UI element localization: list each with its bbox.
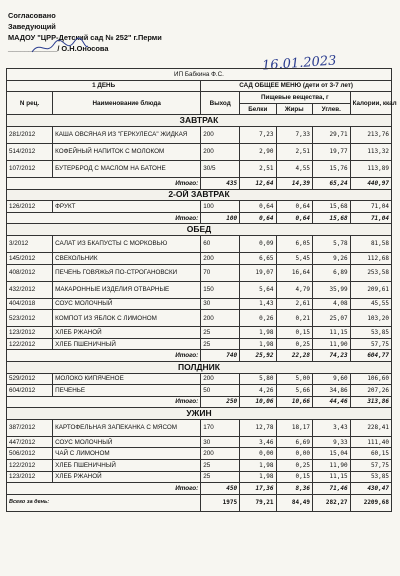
subtotal-yield: 250: [201, 396, 240, 408]
fat-value: 0,15: [276, 327, 312, 339]
grand-total-yield: 1975: [201, 494, 240, 511]
protein-value: 2,51: [240, 160, 276, 177]
carbs-value: 11,15: [312, 327, 350, 339]
table-row: [7, 448, 392, 460]
kcal-value: 228,41: [350, 419, 391, 436]
subtotal-label: Итого:: [7, 483, 201, 495]
section-header-row: [7, 115, 392, 127]
section-header-row: [7, 224, 392, 236]
recipe-number: 145/2012: [7, 252, 53, 264]
subtotal-label: Итого:: [7, 396, 201, 408]
approval-line: ____________/ О.Н.Оносова: [8, 44, 109, 53]
table-row: [7, 201, 392, 213]
carbs-value: 3,43: [312, 419, 350, 436]
kcal-value: 207,26: [350, 385, 391, 397]
header-recipe: N рец.: [7, 92, 53, 115]
kcal-value: 45,55: [350, 298, 391, 310]
subtotal-protein: 17,36: [240, 483, 276, 495]
menu-title: САД ОБЩЕЕ МЕНЮ (дети от 3-7 лет): [201, 80, 392, 92]
header-yield: Выход: [201, 92, 240, 115]
dish-yield: 25: [201, 338, 240, 350]
dish-name: СОУС МОЛОЧНЫЙ: [53, 298, 201, 310]
table-row: [7, 436, 392, 448]
carbs-value: 11,90: [312, 338, 350, 350]
fat-value: 5,45: [276, 252, 312, 264]
table-row: [7, 143, 392, 160]
subtotal-fat: 0,64: [276, 212, 312, 224]
grand-total-label: Всего за день:: [7, 494, 201, 511]
subtotal-kcal: 440,97: [350, 177, 391, 189]
company-name: ИП Бабкина Ф.С.: [7, 69, 392, 81]
subtotal-carbs: 65,24: [312, 177, 350, 189]
fat-value: 0,64: [276, 201, 312, 213]
table-row: [7, 373, 392, 385]
carbs-value: 6,89: [312, 264, 350, 281]
recipe-number: 281/2012: [7, 126, 53, 143]
signature-date: 16.01.2023: [261, 53, 337, 74]
table-row: [7, 252, 392, 264]
protein-value: 7,23: [240, 126, 276, 143]
dish-name: МАКАРОННЫЕ ИЗДЕЛИЯ ОТВАРНЫЕ: [53, 281, 201, 298]
dish-name: САЛАТ ИЗ БКАПУСТЫ С МОРКОВЬЮ: [53, 235, 201, 252]
fat-value: 0,21: [276, 310, 312, 327]
table-row: [7, 385, 392, 397]
kcal-value: 113,89: [350, 160, 391, 177]
subtotal-row: [7, 483, 392, 495]
carbs-value: 15,68: [312, 201, 350, 213]
recipe-number: 107/2012: [7, 160, 53, 177]
protein-value: 4,26: [240, 385, 276, 397]
recipe-number: 604/2012: [7, 385, 53, 397]
kcal-value: 113,32: [350, 143, 391, 160]
dish-name: СВЕКОЛЬНИК: [53, 252, 201, 264]
grand-total-kcal: 2209,68: [350, 494, 391, 511]
dish-yield: 30: [201, 298, 240, 310]
table-row: [7, 460, 392, 472]
subtotal-carbs: 74,23: [312, 350, 350, 362]
dish-yield: 200: [201, 373, 240, 385]
dish-name: ХЛЕБ ПШЕНИЧНЫЙ: [53, 338, 201, 350]
kcal-value: 71,04: [350, 201, 391, 213]
approval-line: МАДОУ "ЦРР-Детский сад № 252" г.Перми: [8, 33, 162, 42]
dish-name: КОМПОТ ИЗ ЯБЛОК С ЛИМОНОМ: [53, 310, 201, 327]
subtotal-kcal: 313,86: [350, 396, 391, 408]
dish-yield: 50: [201, 385, 240, 397]
protein-value: 6,65: [240, 252, 276, 264]
section-title: 2-ОЙ ЗАВТРАК: [7, 189, 392, 201]
dish-yield: 30: [201, 436, 240, 448]
dish-name: СОУС МОЛОЧНЫЙ: [53, 436, 201, 448]
protein-value: 1,98: [240, 327, 276, 339]
kcal-value: 112,68: [350, 252, 391, 264]
protein-value: 0,00: [240, 448, 276, 460]
protein-value: 1,98: [240, 338, 276, 350]
header-fat: Жиры: [276, 103, 312, 115]
recipe-number: 408/2012: [7, 264, 53, 281]
fat-value: 2,51: [276, 143, 312, 160]
dish-yield: 150: [201, 281, 240, 298]
table-row: [7, 471, 392, 483]
recipe-number: 122/2012: [7, 338, 53, 350]
fat-value: 0,25: [276, 460, 312, 472]
kcal-value: 60,15: [350, 448, 391, 460]
fat-value: 0,25: [276, 338, 312, 350]
section-header-row: [7, 361, 392, 373]
carbs-value: 5,78: [312, 235, 350, 252]
subtotal-yield: 450: [201, 483, 240, 495]
subtotal-carbs: 44,46: [312, 396, 350, 408]
recipe-number: 529/2012: [7, 373, 53, 385]
header-calories: Калории, ккал: [350, 92, 391, 115]
section-header-row: [7, 189, 392, 201]
fat-value: 18,17: [276, 419, 312, 436]
recipe-number: 122/2012: [7, 460, 53, 472]
dish-yield: 70: [201, 264, 240, 281]
carbs-value: 9,60: [312, 373, 350, 385]
kcal-value: 57,75: [350, 338, 391, 350]
protein-value: 19,07: [240, 264, 276, 281]
fat-value: 6,69: [276, 436, 312, 448]
dish-yield: 100: [201, 201, 240, 213]
dish-yield: 200: [201, 310, 240, 327]
header-nutrients: Пищевые вещества, г: [240, 92, 350, 104]
fat-value: 0,15: [276, 471, 312, 483]
approval-line: Согласовано: [8, 11, 56, 20]
subtotal-protein: 25,92: [240, 350, 276, 362]
grand-total-row: [7, 494, 392, 511]
table-row: [7, 327, 392, 339]
dish-yield: 60: [201, 235, 240, 252]
subtotal-carbs: 71,46: [312, 483, 350, 495]
subtotal-label: Итого:: [7, 212, 201, 224]
recipe-number: 387/2012: [7, 419, 53, 436]
dish-yield: 170: [201, 419, 240, 436]
fat-value: 5,66: [276, 385, 312, 397]
dish-yield: 200: [201, 126, 240, 143]
protein-value: 1,43: [240, 298, 276, 310]
carbs-value: 11,90: [312, 460, 350, 472]
carbs-value: 9,26: [312, 252, 350, 264]
protein-value: 5,64: [240, 281, 276, 298]
section-title: ЗАВТРАК: [7, 115, 392, 127]
subtotal-kcal: 430,47: [350, 483, 391, 495]
kcal-value: 81,58: [350, 235, 391, 252]
subtotal-label: Итого:: [7, 177, 201, 189]
subtotal-kcal: 71,04: [350, 212, 391, 224]
recipe-number: 523/2012: [7, 310, 53, 327]
subtotal-protein: 0,64: [240, 212, 276, 224]
recipe-number: 432/2012: [7, 281, 53, 298]
kcal-value: 106,60: [350, 373, 391, 385]
dish-name: ХЛЕБ РЖАНОЙ: [53, 471, 201, 483]
protein-value: 1,98: [240, 460, 276, 472]
carbs-value: 15,04: [312, 448, 350, 460]
carbs-value: 19,77: [312, 143, 350, 160]
grand-total-fat: 84,49: [276, 494, 312, 511]
subtotal-protein: 12,64: [240, 177, 276, 189]
header-carbs: Углев.: [312, 103, 350, 115]
carbs-value: 15,76: [312, 160, 350, 177]
carbs-value: 11,15: [312, 471, 350, 483]
dish-name: ХЛЕБ РЖАНОЙ: [53, 327, 201, 339]
recipe-number: 447/2012: [7, 436, 53, 448]
table-row: [7, 126, 392, 143]
subtotal-carbs: 15,68: [312, 212, 350, 224]
dish-name: ФРУКТ: [53, 201, 201, 213]
section-title: УЖИН: [7, 408, 392, 420]
subtotal-fat: 10,66: [276, 396, 312, 408]
fat-value: 4,79: [276, 281, 312, 298]
protein-value: 3,46: [240, 436, 276, 448]
dish-name: КАША ОВСЯНАЯ ИЗ "ГЕРКУЛЕСА" ЖИДКАЯ: [53, 126, 201, 143]
fat-value: 6,05: [276, 235, 312, 252]
dish-yield: 200: [201, 448, 240, 460]
dish-name: МОЛОКО КИПЯЧЕНОЕ: [53, 373, 201, 385]
protein-value: 0,09: [240, 235, 276, 252]
recipe-number: 126/2012: [7, 201, 53, 213]
carbs-value: 35,99: [312, 281, 350, 298]
kcal-value: 103,20: [350, 310, 391, 327]
table-row: [7, 419, 392, 436]
header-dish: Наименование блюда: [53, 92, 201, 115]
table-row: [7, 235, 392, 252]
subtotal-fat: 22,28: [276, 350, 312, 362]
protein-value: 5,80: [240, 373, 276, 385]
kcal-value: 111,40: [350, 436, 391, 448]
subtotal-yield: 740: [201, 350, 240, 362]
carbs-value: 29,71: [312, 126, 350, 143]
dish-name: ПЕЧЕНЬ ГОВЯЖЬЯ ПО-СТРОГАНОВСКИ: [53, 264, 201, 281]
day-label: 1 ДЕНЬ: [7, 80, 201, 92]
recipe-number: 514/2012: [7, 143, 53, 160]
fat-value: 5,00: [276, 373, 312, 385]
carbs-value: 9,33: [312, 436, 350, 448]
grand-total-protein: 79,21: [240, 494, 276, 511]
dish-name: ПЕЧЕНЬЕ: [53, 385, 201, 397]
fat-value: 16,64: [276, 264, 312, 281]
table-row: [7, 160, 392, 177]
kcal-value: 209,61: [350, 281, 391, 298]
signature-scrawl: [30, 36, 90, 58]
subtotal-yield: 100: [201, 212, 240, 224]
section-title: ПОЛДНИК: [7, 361, 392, 373]
recipe-number: 123/2012: [7, 327, 53, 339]
protein-value: 0,64: [240, 201, 276, 213]
dish-yield: 25: [201, 460, 240, 472]
menu-table: [6, 68, 397, 512]
fat-value: 7,33: [276, 126, 312, 143]
kcal-value: 53,85: [350, 471, 391, 483]
subtotal-label: Итого:: [7, 350, 201, 362]
carbs-value: 25,07: [312, 310, 350, 327]
subtotal-row: [7, 350, 392, 362]
table-row: [7, 281, 392, 298]
subtotal-kcal: 604,77: [350, 350, 391, 362]
grand-total-carbs: 282,27: [312, 494, 350, 511]
protein-value: 2,90: [240, 143, 276, 160]
fat-value: 4,55: [276, 160, 312, 177]
subtotal-row: [7, 177, 392, 189]
approval-line: Заведующий: [8, 22, 56, 31]
dish-yield: 25: [201, 327, 240, 339]
dish-name: ЧАЙ С ЛИМОНОМ: [53, 448, 201, 460]
carbs-value: 34,86: [312, 385, 350, 397]
kcal-value: 213,76: [350, 126, 391, 143]
kcal-value: 53,85: [350, 327, 391, 339]
table-row: [7, 310, 392, 327]
section-title: ОБЕД: [7, 224, 392, 236]
table-row: [7, 338, 392, 350]
recipe-number: 404/2018: [7, 298, 53, 310]
recipe-number: 3/2012: [7, 235, 53, 252]
header-protein: Белки: [240, 103, 276, 115]
protein-value: 0,26: [240, 310, 276, 327]
recipe-number: 506/2012: [7, 448, 53, 460]
subtotal-row: [7, 212, 392, 224]
protein-value: 1,98: [240, 471, 276, 483]
dish-name: БУТЕРБРОД С МАСЛОМ НА БАТОНЕ: [53, 160, 201, 177]
fat-value: 0,00: [276, 448, 312, 460]
dish-name: КАРТОФЕЛЬНАЯ ЗАПЕКАНКА С МЯСОМ: [53, 419, 201, 436]
fat-value: 2,61: [276, 298, 312, 310]
kcal-value: 253,58: [350, 264, 391, 281]
subtotal-protein: 10,06: [240, 396, 276, 408]
recipe-number: 123/2012: [7, 471, 53, 483]
dish-name: КОФЕЙНЫЙ НАПИТОК С МОЛОКОМ: [53, 143, 201, 160]
table-row: [7, 264, 392, 281]
section-header-row: [7, 408, 392, 420]
dish-yield: 200: [201, 143, 240, 160]
subtotal-fat: 14,39: [276, 177, 312, 189]
protein-value: 12,78: [240, 419, 276, 436]
dish-yield: 25: [201, 471, 240, 483]
kcal-value: 57,75: [350, 460, 391, 472]
table-row: [7, 298, 392, 310]
subtotal-fat: 8,36: [276, 483, 312, 495]
dish-name: ХЛЕБ ПШЕНИЧНЫЙ: [53, 460, 201, 472]
subtotal-row: [7, 396, 392, 408]
dish-yield: 200: [201, 252, 240, 264]
subtotal-yield: 435: [201, 177, 240, 189]
dish-yield: 30/5: [201, 160, 240, 177]
carbs-value: 4,08: [312, 298, 350, 310]
